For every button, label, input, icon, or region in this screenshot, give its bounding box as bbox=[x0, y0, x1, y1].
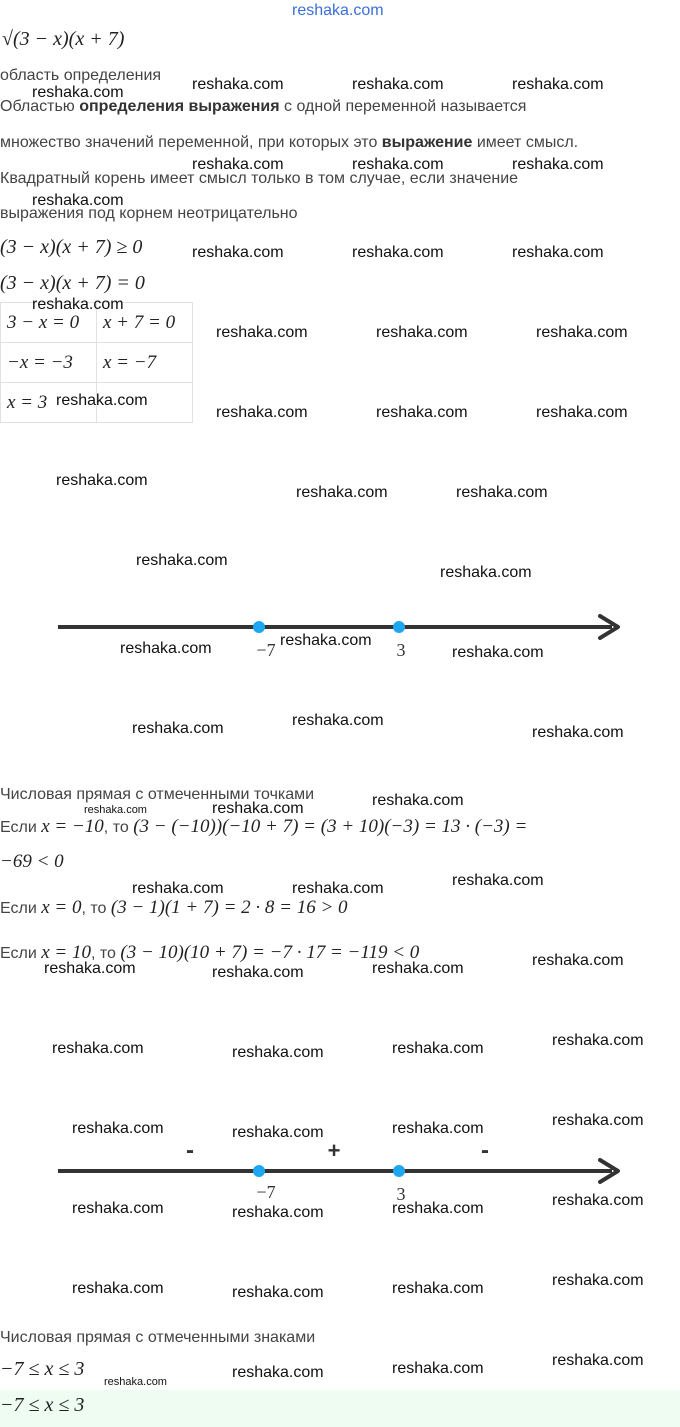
watermark: reshaka.com bbox=[72, 1280, 164, 1297]
watermark: reshaka.com bbox=[452, 644, 544, 661]
watermark: reshaka.com bbox=[232, 1204, 324, 1221]
watermark: reshaka.com bbox=[192, 76, 284, 93]
check-2: Если x = 0, то (3 − 1)(1 + 7) = 2 · 8 = 16 > 0 bbox=[0, 897, 348, 918]
watermark: reshaka.com bbox=[32, 296, 124, 313]
watermark: reshaka.com bbox=[512, 244, 604, 261]
watermark: reshaka.com bbox=[392, 1200, 484, 1217]
watermark: reshaka.com bbox=[52, 1040, 144, 1057]
solution: −7 ≤ x ≤ 3 bbox=[0, 1358, 85, 1380]
point-label: 3 bbox=[396, 640, 406, 660]
watermark: reshaka.com bbox=[456, 484, 548, 501]
watermark: reshaka.com bbox=[212, 800, 304, 817]
watermark: reshaka.com bbox=[552, 1352, 644, 1369]
point-label: −7 bbox=[256, 1182, 276, 1202]
watermark: reshaka.com bbox=[32, 84, 124, 101]
watermark: reshaka.com bbox=[392, 1280, 484, 1297]
point-3 bbox=[393, 1165, 405, 1177]
watermark: reshaka.com bbox=[352, 244, 444, 261]
watermark: reshaka.com bbox=[192, 156, 284, 173]
watermark: reshaka.com bbox=[536, 404, 628, 421]
watermark: reshaka.com bbox=[296, 484, 388, 501]
check-3: Если x = 10, то (3 − 10)(10 + 7) = −7 · 17 = −119 < 0 bbox=[0, 942, 420, 963]
point-minus-7 bbox=[253, 621, 265, 633]
watermark: reshaka.com bbox=[532, 724, 624, 741]
watermark: reshaka.com bbox=[552, 1272, 644, 1289]
watermark: reshaka.com bbox=[216, 324, 308, 341]
table-cell: x + 7 = 0 bbox=[97, 303, 193, 343]
watermark: reshaka.com bbox=[56, 472, 148, 489]
watermark: reshaka.com bbox=[136, 552, 228, 569]
table-cell: x = 3 bbox=[1, 383, 97, 423]
watermark: reshaka.com bbox=[392, 1120, 484, 1137]
section-label: область определения bbox=[0, 67, 162, 84]
equation: (3 − x)(x + 7) = 0 bbox=[0, 272, 145, 294]
watermark: reshaka.com bbox=[280, 632, 372, 649]
watermark: reshaka.com bbox=[104, 1376, 167, 1388]
definition-line-2: множество значений переменной, при которых это выражение имеет смысл. bbox=[0, 134, 579, 151]
watermark: reshaka.com bbox=[512, 76, 604, 93]
watermark: reshaka.com bbox=[532, 952, 624, 969]
watermark: reshaka.com bbox=[120, 640, 212, 657]
check-1-result: −69 < 0 bbox=[0, 851, 64, 872]
watermark: reshaka.com bbox=[372, 792, 464, 809]
definition-line-1: Областью определения выражения с одной переменной называется bbox=[0, 98, 527, 115]
inequality: (3 − x)(x + 7) ≥ 0 bbox=[0, 236, 143, 258]
watermark: reshaka.com bbox=[352, 156, 444, 173]
watermark: reshaka.com bbox=[512, 156, 604, 173]
watermark: reshaka.com bbox=[292, 880, 384, 897]
watermark: reshaka.com bbox=[132, 720, 224, 737]
watermark: reshaka.com bbox=[392, 1360, 484, 1377]
watermark: reshaka.com bbox=[452, 872, 544, 889]
watermark: reshaka.com bbox=[32, 192, 124, 209]
watermark: reshaka.com bbox=[552, 1192, 644, 1209]
sign-label: - bbox=[481, 1137, 489, 1164]
answer: −7 ≤ x ≤ 3 bbox=[0, 1394, 85, 1416]
root-rule-line-1: Квадратный корень имеет смысл только в том случае, если значение bbox=[0, 170, 519, 187]
watermark: reshaka.com bbox=[372, 960, 464, 977]
watermark: reshaka.com bbox=[72, 1200, 164, 1217]
sign-label: + bbox=[327, 1138, 341, 1163]
watermark: reshaka.com bbox=[84, 804, 147, 816]
watermark: reshaka.com bbox=[44, 960, 136, 977]
root-rule-line-2: выражения под корнем неотрицательно bbox=[0, 205, 298, 222]
sign-label: - bbox=[186, 1137, 194, 1164]
watermark: reshaka.com bbox=[392, 1040, 484, 1057]
point-label: −7 bbox=[256, 640, 276, 660]
caption-signs: Числовая прямая с отмеченными знаками bbox=[0, 1329, 316, 1346]
watermark: reshaka.com bbox=[536, 324, 628, 341]
root-expression: √(3 − x)(x + 7) bbox=[2, 28, 125, 50]
watermark: reshaka.com bbox=[192, 244, 284, 261]
watermark: reshaka.com bbox=[212, 964, 304, 981]
watermark: reshaka.com bbox=[216, 404, 308, 421]
watermark: reshaka.com bbox=[72, 1120, 164, 1137]
answer-box bbox=[0, 1390, 680, 1427]
table-row bbox=[1, 343, 193, 383]
check-1: Если x = −10, то (3 − (−10))(−10 + 7) = (3 + 10)(−3) = 13 · (−3) = bbox=[0, 816, 528, 837]
point-label: 3 bbox=[396, 1184, 406, 1204]
watermark: reshaka.com bbox=[232, 1044, 324, 1061]
watermark: reshaka.com bbox=[292, 712, 384, 729]
caption-points: Числовая прямая с отмеченными точками bbox=[0, 786, 315, 803]
watermark: reshaka.com bbox=[376, 404, 468, 421]
watermark: reshaka.com bbox=[56, 392, 148, 409]
table-cell: 3 − x = 0 bbox=[1, 303, 97, 343]
point-3 bbox=[393, 621, 405, 633]
watermark: reshaka.com bbox=[552, 1112, 644, 1129]
watermark: reshaka.com bbox=[232, 1124, 324, 1141]
watermark: reshaka.com bbox=[376, 324, 468, 341]
watermark: reshaka.com bbox=[232, 1364, 324, 1381]
watermark: reshaka.com bbox=[132, 880, 224, 897]
watermark: reshaka.com bbox=[552, 1032, 644, 1049]
site-link[interactable]: reshaka.com bbox=[292, 2, 384, 19]
point-minus-7 bbox=[253, 1165, 265, 1177]
watermark: reshaka.com bbox=[352, 76, 444, 93]
watermark: reshaka.com bbox=[440, 564, 532, 581]
table-cell: x = −7 bbox=[97, 343, 193, 383]
table-cell: −x = −3 bbox=[1, 343, 97, 383]
watermark: reshaka.com bbox=[232, 1284, 324, 1301]
